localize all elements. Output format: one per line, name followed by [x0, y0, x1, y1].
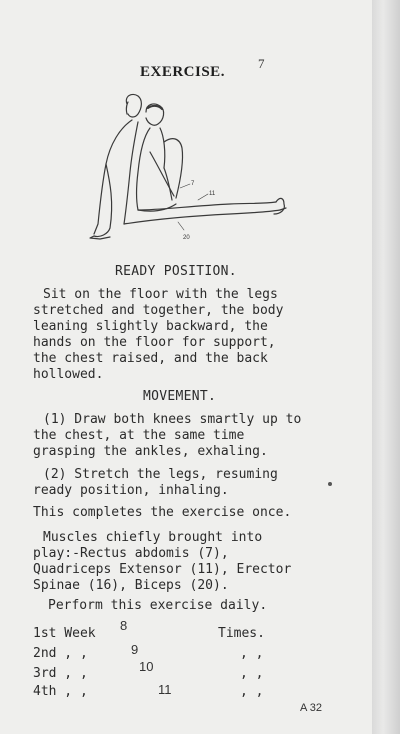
ready-line-2: stretched and together, the body	[33, 303, 284, 318]
schedule-week-1: 1st Week	[33, 626, 96, 641]
muscles-line-2: play:-Rectus abdomis (7),	[33, 546, 229, 561]
schedule-count-2: 9	[131, 642, 139, 657]
schedule-count-4: 11	[158, 682, 172, 697]
page-number: 7	[258, 56, 265, 71]
figure-label-20: 20	[183, 235, 190, 241]
schedule-count-3: 10	[139, 659, 154, 674]
ready-line-6: hollowed.	[33, 367, 104, 382]
completes-line: This completes the exercise once.	[33, 505, 292, 520]
schedule-count-1: 8	[120, 618, 128, 633]
movement-heading: MOVEMENT.	[143, 389, 217, 404]
step2-line-2: ready position, inhaling.	[33, 483, 229, 498]
muscles-line-3: Quadriceps Extensor (11), Erector	[33, 562, 292, 577]
schedule-mark-3: , ,	[240, 666, 264, 681]
schedule-week-4: 4th , ,	[33, 684, 88, 699]
schedule-week-3: 3rd , ,	[33, 666, 88, 681]
figure-label-7: 7	[191, 181, 195, 187]
step1-line-1: (1) Draw both knees smartly up to	[43, 412, 302, 427]
footer-code: A 32	[300, 702, 323, 714]
schedule-mark-2: , ,	[240, 646, 264, 661]
ready-line-1: Sit on the floor with the legs	[43, 287, 278, 302]
step2-line-1: (2) Stretch the legs, resuming	[43, 467, 278, 482]
muscles-line-4: Spinae (16), Biceps (20).	[33, 578, 229, 593]
step1-line-2: the chest, at the same time	[33, 428, 245, 443]
perform-line: Perform this exercise daily.	[48, 598, 268, 613]
ready-line-3: leaning slightly backward, the	[33, 319, 268, 334]
ink-speck	[328, 482, 332, 486]
schedule-week-2: 2nd , ,	[33, 646, 88, 661]
figure-label-11: 11	[209, 191, 216, 197]
page-title: EXERCISE.	[140, 64, 225, 80]
step1-line-3: grasping the ankles, exhaling.	[33, 444, 268, 459]
muscles-line-1: Muscles chiefly brought into	[43, 530, 263, 545]
schedule-times-label: Times.	[218, 626, 265, 641]
schedule-mark-4: , ,	[240, 684, 264, 699]
ready-line-4: hands on the floor for support,	[33, 335, 276, 350]
page-edge	[372, 0, 400, 734]
ready-position-heading: READY POSITION.	[115, 264, 237, 279]
exercise-illustration	[80, 92, 300, 252]
ready-line-5: the chest raised, and the back	[33, 351, 268, 366]
